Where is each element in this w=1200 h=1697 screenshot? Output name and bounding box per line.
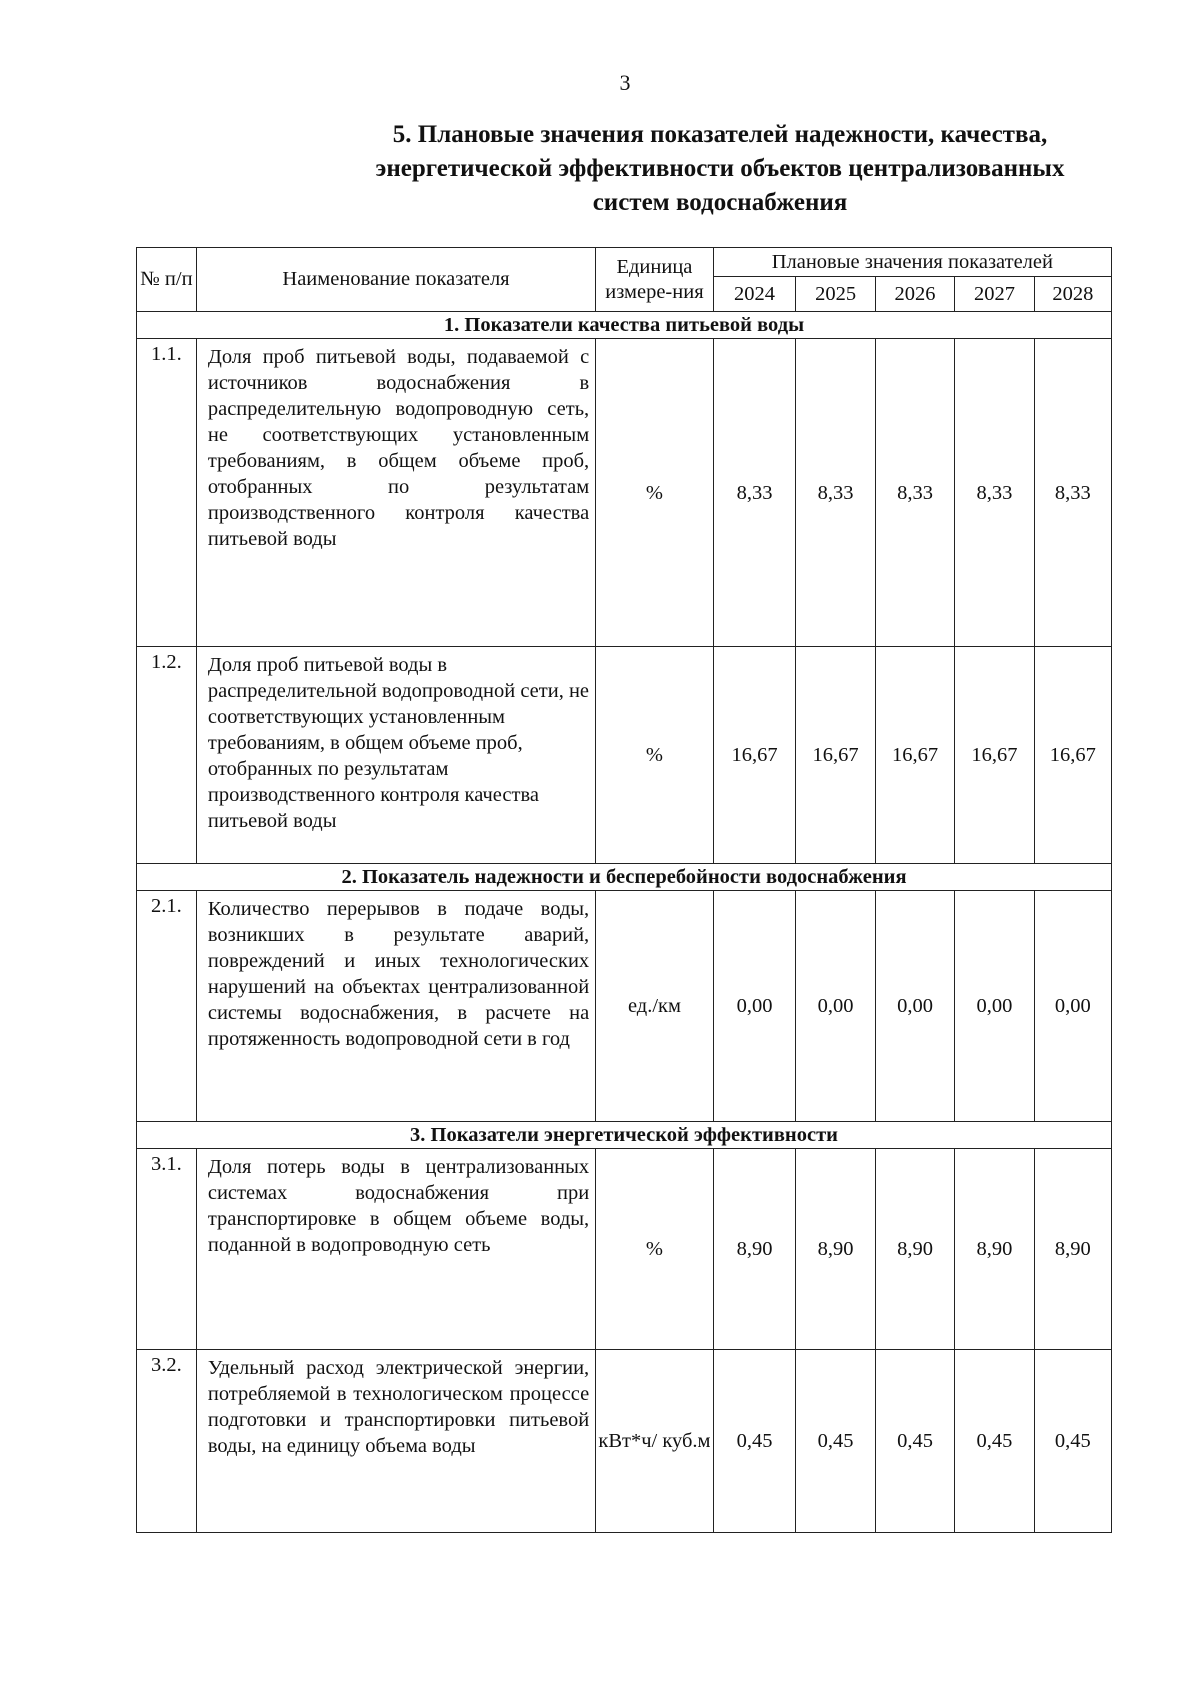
header-year: 2027	[955, 277, 1034, 312]
header-name: Наименование показателя	[196, 248, 595, 312]
row-number: 1.2.	[137, 647, 197, 864]
value-cell: 8,90	[955, 1149, 1034, 1350]
section-row	[137, 864, 1112, 891]
unit-cell: ед./км	[596, 891, 714, 1122]
header-year: 2026	[875, 277, 954, 312]
header-row-1	[137, 248, 1112, 277]
indicator-name: Удельный расход электрической энергии, потребляемой в технологическом процессе подготовки и транспортировки питьевой воды, на единицу объема воды	[196, 1350, 595, 1533]
page-number: 3	[619, 70, 631, 95]
indicator-name: Доля проб питьевой воды, подаваемой с источников водоснабжения в распределительную водопроводную сеть, не соответствующих установленным требованиям, в общем объеме проб, отобранных по результатам производственного контроля качества питьевой воды	[196, 339, 595, 647]
value-cell: 8,90	[875, 1149, 954, 1350]
header-year: 2028	[1034, 277, 1111, 312]
value-cell: 0,45	[875, 1350, 954, 1533]
header-year: 2025	[796, 277, 875, 312]
row-number: 3.1.	[137, 1149, 197, 1350]
section-row	[137, 312, 1112, 339]
header-num: № п/п	[137, 248, 197, 312]
value-cell: 16,67	[1034, 647, 1111, 864]
table-row	[137, 647, 1112, 864]
unit-cell: %	[596, 339, 714, 647]
value-cell: 8,33	[796, 339, 875, 647]
value-cell: 16,67	[796, 647, 875, 864]
indicator-name: Доля потерь воды в централизованных системах водоснабжения при транспортировке в общем объеме воды, поданной в водопроводную сеть	[196, 1149, 595, 1350]
row-number: 1.1.	[137, 339, 197, 647]
value-cell: 0,45	[796, 1350, 875, 1533]
value-cell: 0,00	[796, 891, 875, 1122]
section-title: 1. Показатели качества питьевой воды	[137, 312, 1112, 339]
value-cell: 8,90	[713, 1149, 796, 1350]
unit-cell: %	[596, 647, 714, 864]
value-cell: 16,67	[955, 647, 1034, 864]
section-row	[137, 1122, 1112, 1149]
row-number: 3.2.	[137, 1350, 197, 1533]
value-cell: 0,45	[955, 1350, 1034, 1533]
value-cell: 16,67	[875, 647, 954, 864]
header-plan: Плановые значения показателей	[713, 248, 1111, 277]
value-cell: 8,90	[796, 1149, 875, 1350]
unit-cell: кВт*ч/ куб.м	[596, 1350, 714, 1533]
value-cell: 0,00	[955, 891, 1034, 1122]
value-cell: 8,33	[713, 339, 796, 647]
value-cell: 0,00	[1034, 891, 1111, 1122]
value-cell: 0,00	[713, 891, 796, 1122]
section-title: 3. Показатели энергетической эффективности	[137, 1122, 1112, 1149]
table-row	[137, 1149, 1112, 1350]
value-cell: 8,33	[1034, 339, 1111, 647]
indicator-name: Количество перерывов в подаче воды, возникших в результате аварий, повреждений и иных технологических нарушений на объектах централизованной системы водоснабжения, в расчете на протяженность водопроводной сети в год	[196, 891, 595, 1122]
value-cell: 0,45	[1034, 1350, 1111, 1533]
value-cell: 0,45	[713, 1350, 796, 1533]
value-cell: 8,33	[955, 339, 1034, 647]
value-cell: 8,33	[875, 339, 954, 647]
title-line-3: систем водоснабжения	[592, 189, 848, 216]
indicators-table	[136, 247, 1112, 1533]
title-line-1: 5. Плановые значения показателей надежности, качества,	[392, 121, 1048, 148]
value-cell: 16,67	[713, 647, 796, 864]
table-row	[137, 1350, 1112, 1533]
indicator-name: Доля проб питьевой воды в распределительной водопроводной сети, не соответствующих установленным требованиям, в общем объеме проб, отобранных по результатам производственного контроля качества питьевой воды	[196, 647, 595, 864]
unit-cell: %	[596, 1149, 714, 1350]
header-year: 2024	[713, 277, 796, 312]
value-cell: 8,90	[1034, 1149, 1111, 1350]
header-unit: Единица измере-ния	[596, 248, 714, 312]
document-title	[200, 118, 1200, 220]
section-title: 2. Показатель надежности и бесперебойности водоснабжения	[137, 864, 1112, 891]
value-cell: 0,00	[875, 891, 954, 1122]
row-number: 2.1.	[137, 891, 197, 1122]
table-row	[137, 339, 1112, 647]
table-row	[137, 891, 1112, 1122]
title-line-2: энергетической эффективности объектов централизованных	[375, 155, 1065, 182]
